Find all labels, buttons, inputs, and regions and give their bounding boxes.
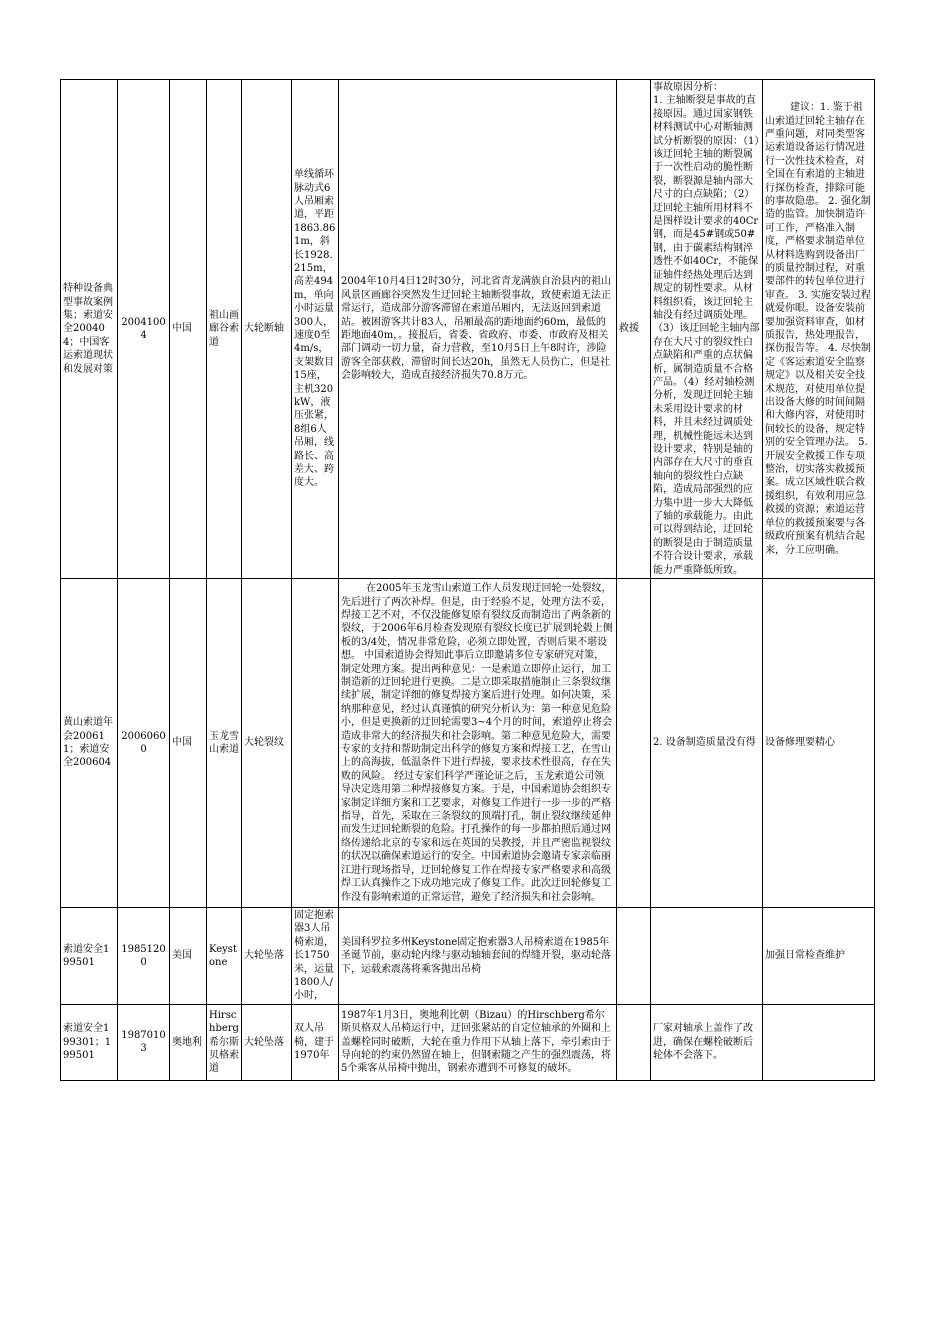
source-cell: 特种设备典型事故案例集；索道安全200404；中国客运索道现状和发展对策: [61, 80, 118, 579]
table-row: [61, 1004, 875, 1080]
ropeway-cell: Hirschberg希尔斯贝格索道: [207, 1004, 242, 1080]
recommendation-cell: 设备修理要精心: [763, 579, 875, 908]
accident-type-cell: 大轮坠落: [242, 908, 292, 1005]
country-cell: 中国: [170, 579, 207, 908]
ropeway-cell: 玉龙雪山索道: [207, 579, 242, 908]
country-cell: 美国: [170, 908, 207, 1005]
description-cell: 在2005年玉龙雪山索道工作人员发现迂回轮一处裂纹，先后进行了两次补焊。但是，由于经验不足，处理方法不妥，焊接工艺不对，不仅没能修复原有裂纹反而制造出了两条新的裂纹，于2006年6月检查发现原有裂纹长度已扩展到轮毂上侧板的3/4处，情况非常危险，必须立即处置，否则后果不堪设想。 中国索道协会得知此事后立即邀请多位专家研究对策，制定处理方案。提出两种意见：一是索道立即停止运行，加工制造新的迂回轮进行更换。二是立即采取措施制止三条裂纹继续扩展，制定详细的修复焊接方案后进行处理。如何决策，采纳那种意见，经过认真谨慎的研究分析认为：第一种意见危险小，但是更换新的迂回轮需要3~4个月的时间，索道停止将会造成非常大的经济损失和社会影响。第二种意见危险大，需要专家的支持和帮助制定出科学的修复方案和焊接工艺，在雪山上的高海拔，低温条件下进行焊接，要求技术性很高，存在失败的风险。 经过专家们科学严谨论证之后，玉龙索道公司领导决定选用第二种焊接修复方案。于是，中国索道协会组织专家制定详细方案和工艺要求，对修复工作进行一步一步的严格指导，首先，采取在三条裂纹的顶端打孔，制止裂纹继续延伸而发生迂回轮断裂的危险。打孔操作的每一步都拍照后通过网络传递给北京的专家和远在英国的吴教授，并且严密监视裂纹的状况以确保索道运行的安全。中国索道协会邀请专家亲临丽江进行现场指导，迂回轮修复工作在焊接专家严格要求和高级焊工认真操作之下成功地完成了修复工作。此次迂回轮修复工作没有影响索道的正常运营，避免了经济损失和社会影响。: [339, 579, 617, 908]
cause-cell: 2. 设备制造质量没有得: [651, 579, 763, 908]
accident-type-cell: 大轮断轴: [242, 80, 292, 579]
equipment-cell: 双人吊椅，建于1970年: [292, 1004, 339, 1080]
table-row: [61, 579, 875, 908]
country-cell: 中国: [170, 80, 207, 579]
rescue-cell: [617, 1004, 651, 1080]
equipment-cell: [292, 579, 339, 908]
accident-type-cell: 大轮裂纹: [242, 579, 292, 908]
description-cell: 1987年1月3日，奥地利比朝（Bizau）的Hirschberg希尔斯贝格双人吊椅运行中，迂回张紧站的自定位轴承的外圈和上盖螺栓同时破断，大轮在重力作用下从轴上落下，牵引索由于导向轮的约束仍然留在轴上，但钢索随之产生的强烈震荡，将5个乘客从吊椅中抛出，钢索亦遭到不可修复的破坏。: [339, 1004, 617, 1080]
recommendation-cell: [763, 1004, 875, 1080]
rescue-cell: 救援: [617, 80, 651, 579]
date-cell: 20041004: [118, 80, 170, 579]
equipment-cell: 固定抱索器3人吊椅索道，长1750米，运量1800人/小时，: [292, 908, 339, 1005]
recommendation-cell: 加强日常检查维护: [763, 908, 875, 1005]
source-cell: 黄山索道年会200611；索道安全200604: [61, 579, 118, 908]
cause-cell: 厂家对轴承上盖作了改进，确保在螺栓破断后轮体不会落下。: [651, 1004, 763, 1080]
date-cell: 19851200: [118, 908, 170, 1005]
source-cell: 索道安全199501: [61, 908, 118, 1005]
rescue-cell: [617, 908, 651, 1005]
ropeway-cell: 祖山画廊谷索道: [207, 80, 242, 579]
accident-case-table: [60, 79, 875, 1081]
recommendation-cell: 建议：1. 鉴于祖山索道迂回轮主轴存在严重问题，对同类型客运索道设备运行情况进行一次性技术检查，对全国在有索道的主轴进行探伤检查，排除可能的事故隐患。 2. 强化制造的监管。加快制造许可工作，严格准入制度，严格要求制造单位从材料选购到设备出厂的质量控制过程，对重要部件的转包单位进行审查。 3. 实施安装过程就爱你眼。设备安装前要加强资料审查，如材质报告，热处理报告，探伤报告等。 4. 尽快制定《客运索道安全监察规定》以及相关安全技术规范，对使用单位提出设备大修的时间间隔和大修内容，对使用时间较长的设备，规定特别的安全管理办法。 5. 开展安全救援工作专项整治，切实落实救援预案。成立区域性联合救援组织，有效利用应急救援的资源；索道运营单位的救援预案要与各级政府预案有机结合起来，分工应明确。: [763, 80, 875, 579]
date-cell: 19870103: [118, 1004, 170, 1080]
source-cell: 索道安全199301；199501: [61, 1004, 118, 1080]
rescue-cell: [617, 579, 651, 908]
date-cell: 20060600: [118, 579, 170, 908]
description-cell: 2004年10月4日12时30分，河北省青龙满族自治县内的祖山风景区画廊谷突然发生迂回轮主轴断裂事故，致使索道无法正常运行，造成部分游客滞留在索道吊厢内，无法返回到索道站。被困游客共计83人，吊厢最高的距地面约60m，最低的距地面40m，。接报后，省委、省政府、市委、市政府及相关部门调动一切力量，奋力营救，至10月5日上午8时许，涉险游客全部获救，滞留时间长达20h，虽然无人员伤亡，但是社会影响较大，造成直接经济损失70.8万元。: [339, 80, 617, 579]
table-row: [61, 80, 875, 579]
country-cell: 奥地利: [170, 1004, 207, 1080]
table-row: [61, 908, 875, 1005]
accident-type-cell: 大轮坠落: [242, 1004, 292, 1080]
description-cell: 美国科罗拉多州Keystone固定抱索器3人吊椅索道在1985年圣诞节前，驱动轮内缘与驱动轴轴套间的焊缝开裂，驱动轮落下，运载索震荡将乘客抛出吊椅: [339, 908, 617, 1005]
ropeway-cell: Keystone: [207, 908, 242, 1005]
equipment-cell: 单线循环脉动式6人吊厢索道，平距1863.861m，斜长1928.215m，高差494m，单向小时运量300人，速度0至4m/s，支架数目15座，主机320kW，液压张紧，8组6人吊厢，线路长、高差大、跨度大。: [292, 80, 339, 579]
cause-cell: [651, 908, 763, 1005]
cause-cell: 事故原因分析： 1. 主轴断裂是事故的直接原因。通过国家钢铁材料测试中心对断轴测试分析断裂的原因：（1）该迂回轮主轴的断裂属于一次性启动的脆性断裂，断裂源是轴内部大尺寸的白点缺陷；（2）迂回轮主轴所用材料不是图样设计要求的40Cr钢，而是45#钢或50#钢，由于碳素结构钢淬透性不如40Cr，不能保证轴件经热处理后达到规定的韧性要求。从材料组织看，该迂回轮主轴没有经过调质处理。（3）该迂回轮主轴内部存在大尺寸的裂纹性白点缺陷和严重的点状偏析，属制造质量不合格产品。（4）经对轴检测分析，发现迂回轮主轴未采用设计要求的材料，并且未经过调质处理，机械性能远未达到设计要求，特别是轴的内部存在大尺寸的垂直轴向的裂纹性白点缺陷，造成局部强烈的应力集中进一步大大降低了轴的承载能力。由此可以得到结论，迂回轮的断裂是由于制造质量不符合设计要求，承载能力严重降低所致。: [651, 80, 763, 579]
